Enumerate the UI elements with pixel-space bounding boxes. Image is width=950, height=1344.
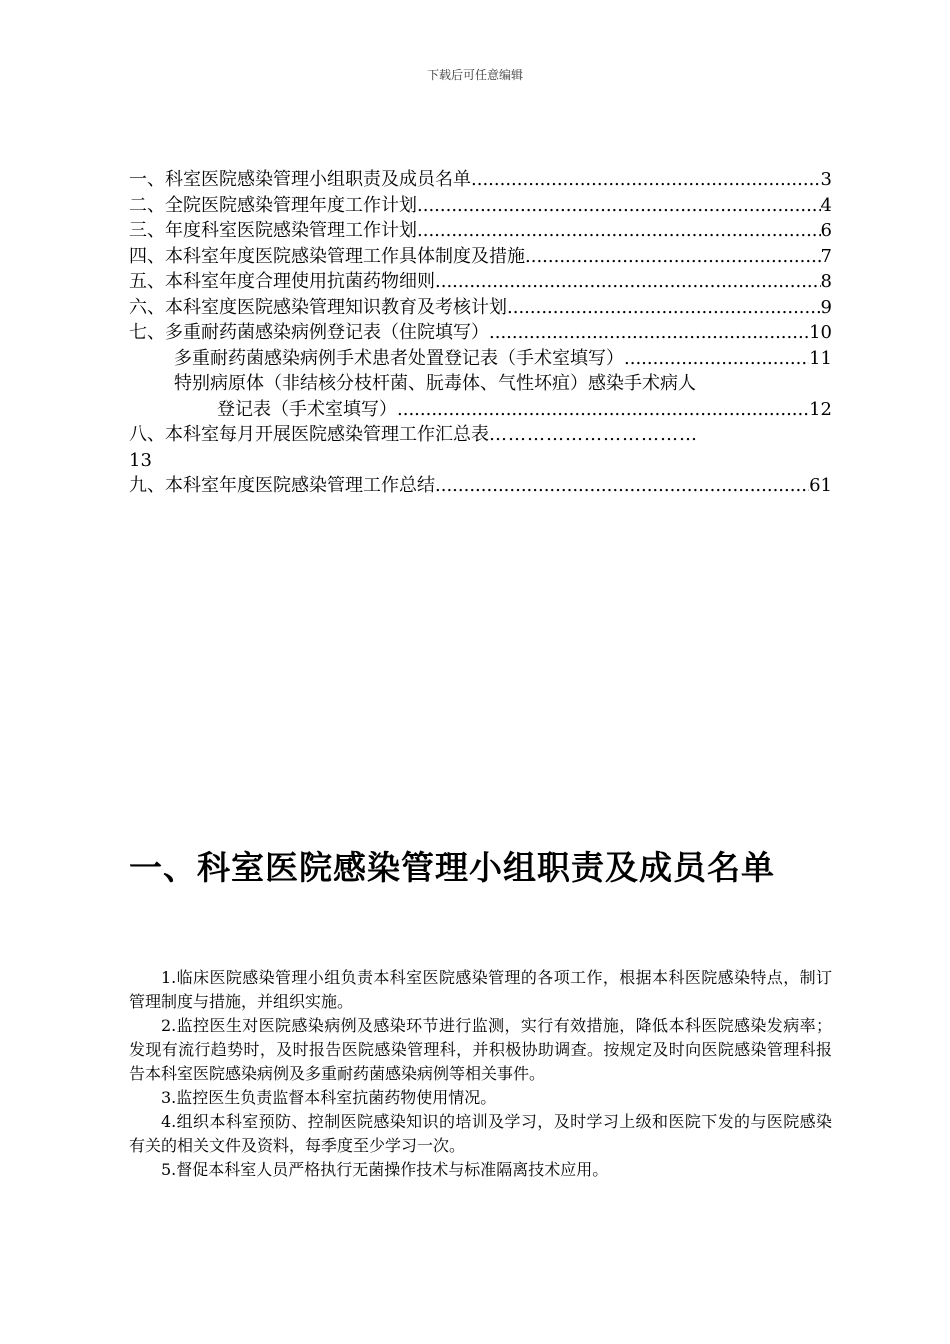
toc-item[interactable] [129,193,832,219]
toc-item-label: 特别病原体（非结核分枝杆菌、朊毒体、气性坏疽）感染手术病人 [174,373,696,394]
toc-item-label: 五、本科室年度合理使用抗菌药物细则 [129,271,435,292]
toc-item-page: 7 [820,245,832,267]
toc-item-page: 8 [820,271,832,292]
toc-item-page: 3 [820,169,832,190]
toc-item[interactable] [129,346,832,372]
toc-leader-dots [435,269,821,295]
toc-item-page: 4 [820,194,832,216]
paragraph: 5.督促本科室人员严格执行无菌操作技术与标准隔离技术应用。 [161,1160,609,1179]
section-body [129,966,832,1182]
toc-item[interactable] [129,473,832,499]
toc-leader-dots: …………………………… [489,424,698,445]
toc-item-line2[interactable] [129,397,832,423]
paragraph: 2.监控医生对医院感染病例及感染环节进行监测，实行有效措施，降低本科医院感染发病率；发现有流行趋势时，及时报告医院感染管理科，并积极协助调查。按规定及时向医院感染管理科报告本科室医院感染病例及多重耐药菌感染病例等相关事件。 [129,1016,832,1083]
paragraph: 1.临床医院感染管理小组负责本科室医院感染管理的各项工作，根据本科医院感染特点，制订管理制度与措施，并组织实施。 [129,968,832,1011]
paragraph: 4.组织本科室预防、控制医院感染知识的培训及学习，及时学习上级和医院下发的与医院感染有关的相关文件及资料，每季度至少学习一次。 [129,1112,832,1155]
toc-leader-dots [435,473,809,499]
toc-item[interactable] [129,167,832,193]
toc-leader-dots [624,346,809,372]
toc-item-page: 61 [809,475,832,496]
page-header: 下载后可任意编辑 [426,68,523,82]
toc-item-label: 一、科室医院感染管理小组职责及成员名单 [129,169,471,190]
toc-item-label: 九、本科室年度医院感染管理工作总结 [129,475,435,496]
toc-leader-dots [471,167,821,193]
toc-item-label: 二、全院医院感染管理年度工作计划 [129,194,417,216]
toc-item-page: 9 [820,296,832,318]
toc-leader-dots [397,397,809,423]
toc-item-page: 12 [809,398,832,420]
toc-item-page: 6 [820,220,832,241]
toc-leader-dots [417,218,821,244]
toc-item-label: 七、多重耐药菌感染病例登记表（住院填写） [129,322,489,343]
toc-item-label: 登记表（手术室填写） [217,398,397,420]
toc-item-page: 11 [809,347,832,369]
toc-leader-dots [525,244,821,270]
toc-item-page: 13 [129,449,152,471]
table-of-contents [129,167,832,499]
toc-item-label: 六、本科室度医院感染管理知识教育及考核计划 [129,296,507,318]
toc-item[interactable] [129,269,832,295]
toc-item-label: 多重耐药菌感染病例手术患者处置登记表（手术室填写） [174,347,624,369]
section-title: 一、科室医院感染管理小组职责及成员名单 [129,848,775,887]
toc-leader-dots [489,320,809,346]
toc-item[interactable] [129,320,832,346]
toc-item-page: 10 [809,322,832,343]
toc-item[interactable] [129,295,832,321]
toc-item[interactable] [129,422,832,473]
toc-item-label: 三、年度科室医院感染管理工作计划 [129,220,417,241]
toc-item-label: 四、本科室年度医院感染管理工作具体制度及措施 [129,245,525,267]
toc-item[interactable] [129,218,832,244]
toc-leader-dots [417,193,821,219]
paragraph: 3.监控医生负责监督本科室抗菌药物使用情况。 [161,1088,497,1107]
toc-leader-dots [507,295,821,321]
toc-item-label: 八、本科室每月开展医院感染管理工作汇总表 [129,424,489,445]
toc-item[interactable] [129,244,832,270]
toc-item-line1[interactable] [129,371,832,397]
